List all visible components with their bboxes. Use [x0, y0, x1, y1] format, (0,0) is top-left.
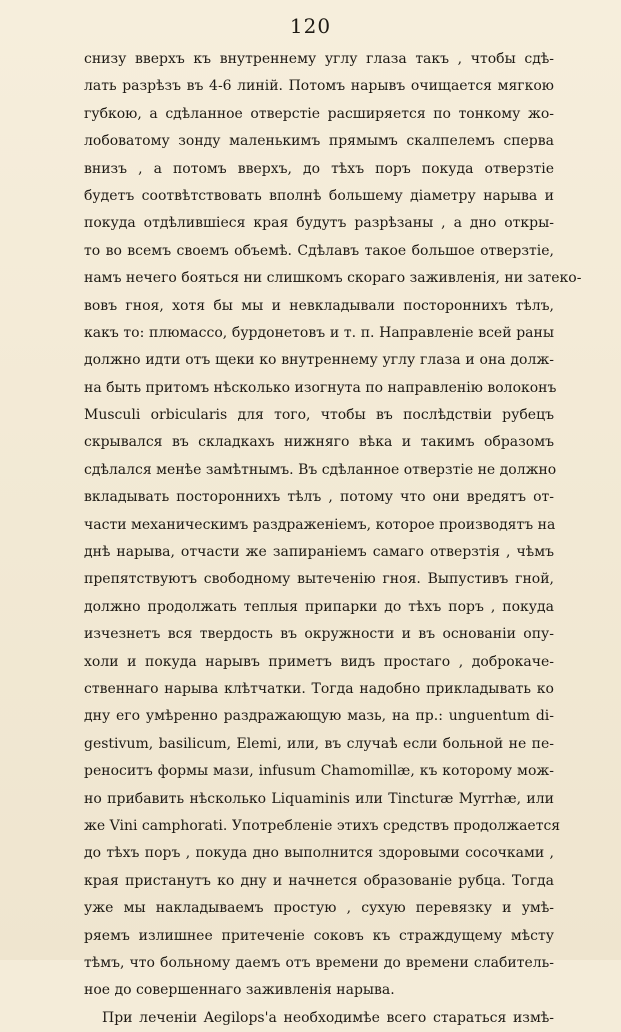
text-line: внизъ , а потомъ вверхъ, до тѣхъ поръ покуда отверзтіе — [84, 160, 554, 177]
text-line: покуда отдѣлившіеся края будутъ разрѣзаны , а дно откры- — [84, 215, 554, 232]
text-line: должно продолжать теплыя припарки до тѣхъ поръ , покуда — [84, 598, 554, 615]
text-line: изчезнетъ вся твердость въ окружности и въ основаніи опу- — [84, 626, 554, 643]
text-line: то во всемъ своемъ объемѣ. Сдѣлавъ такое большое отверзтіе, — [84, 242, 554, 259]
text-line: на быть притомъ нѣсколько изогнута по направленію волоконъ — [84, 379, 557, 396]
text-line: должно идти отъ щеки ко внутреннему углу глаза и она долж- — [84, 352, 554, 369]
text-line: края пристанутъ ко дну и начнется образованіе рубца. Тогда — [84, 872, 554, 889]
text-line: ственнаго нарыва клѣтчатки. Тогда надобно прикладывать ко — [84, 680, 554, 697]
text-line: препятствуютъ свободному вытеченію гноя. Выпустивъ гной, — [84, 571, 554, 588]
text-line: сдѣлался менѣе замѣтнымъ. Въ сдѣланное отверзтіе не должно — [84, 461, 557, 478]
text-line: лать разрѣзъ въ 4-6 линій. Потомъ нарывъ очищается мягкою — [84, 78, 554, 95]
text-line: вовъ гноя, хотя бы мы и невкладывали постороннихъ тѣлъ, — [84, 297, 554, 314]
text-line: скрывался въ складкахъ нижняго вѣка и такимъ образомъ — [84, 434, 554, 451]
text-line: ряемъ излишнее притеченіе соковъ къ страждущему мѣсту — [84, 927, 554, 944]
text-line: снизу вверхъ къ внутреннему углу глаза такъ , чтобы сдѣ- — [84, 51, 554, 67]
text-line: gestivum, basilicum, Elemi, или, въ случаѣ если больной не пе- — [84, 735, 554, 752]
page-number: 120 — [289, 14, 332, 38]
text-line: холи и покуда нарывъ приметъ видъ простаго , доброкаче- — [84, 653, 554, 670]
text-line: но прибавить нѣсколько Liquaminis или Tincturæ Myrrhæ, или — [84, 790, 554, 807]
text-line: уже мы накладываемъ простую , сухую перевязку и умѣ- — [84, 900, 554, 917]
text-line-paragraph-start: При леченіи Aegilops'a необходимѣе всего стараться измѣ- — [102, 1009, 554, 1026]
text-line: реноситъ формы мази, infusum Chamomillæ, къ которому мож- — [84, 763, 554, 780]
text-line: днѣ нарыва, отчасти же запираніемъ самаго отверзтія , чѣмъ — [84, 544, 554, 561]
text-line: Musculi orbicularis для того, чтобы въ послѣдствіи рубецъ — [84, 407, 554, 424]
text-line: же Vini camphorati. Употребленіе этихъ средствъ продолжается — [84, 817, 561, 834]
text-line: какъ то: плюмассо, бурдонетовъ и т. п. Направленіе всей раны — [84, 324, 554, 341]
text-line: части механическимъ раздраженіемъ, которое производятъ на — [84, 516, 556, 533]
body-text — [84, 46, 582, 1032]
text-line: лобоватому зонду маленькимъ прямымъ скалпелемъ сперва — [84, 133, 554, 150]
text-line: дну его умѣренно раздражающую мазь, на пр.: unguentum di- — [84, 708, 554, 725]
text-line: губкою, а сдѣланное отверстіе расширяется по тонкому жо- — [84, 105, 554, 122]
text-line: вкладывать постороннихъ тѣлъ , потому что они вредятъ от- — [84, 489, 554, 506]
text-line-paragraph-end: ное до совершеннаго заживленія нарыва. — [84, 982, 395, 999]
text-line: до тѣхъ поръ , покуда дно выполнится здоровыми сосочками , — [84, 845, 554, 862]
text-line: будетъ соотвѣтствовать вполнѣ большему діаметру нарыва и — [84, 187, 554, 204]
text-line: тѣмъ, что больному даемъ отъ времени до времени слабитель- — [84, 954, 554, 971]
text-line: намъ нечего бояться ни слишкомъ скораго заживленія, ни затеко- — [84, 270, 582, 287]
